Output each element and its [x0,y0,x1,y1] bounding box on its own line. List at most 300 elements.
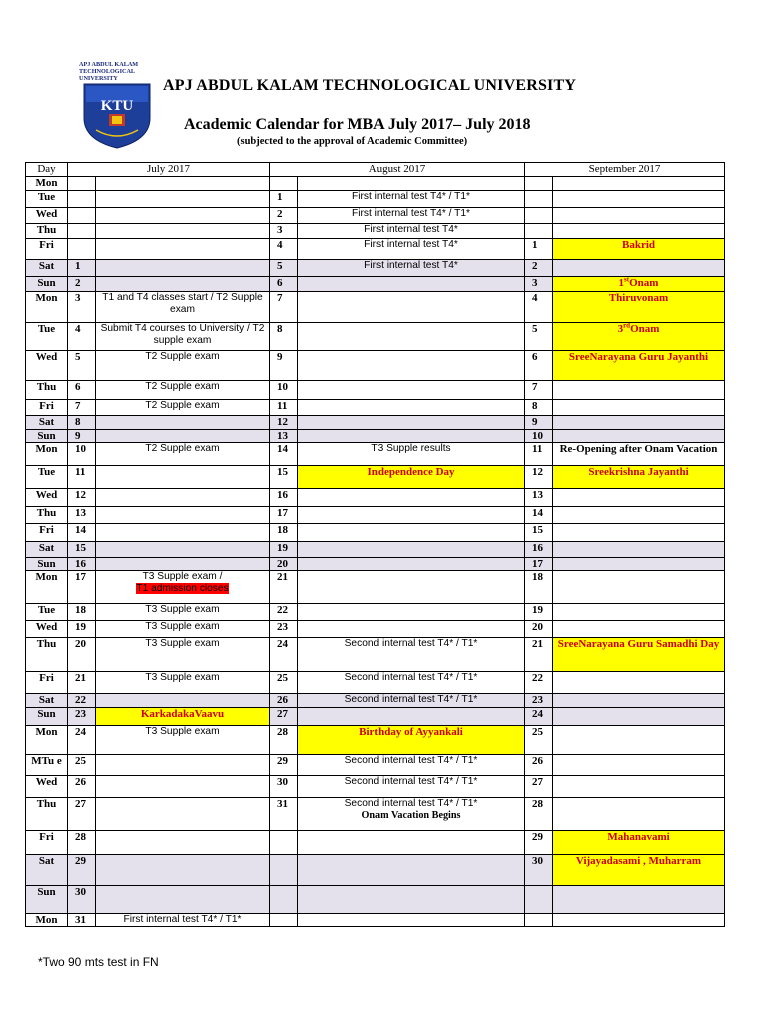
calendar-row [26,191,725,208]
calendar-row [26,726,725,755]
september-date-cell [525,914,553,927]
july-date-cell: 18 [68,604,96,621]
september-event-cell [553,755,725,776]
day-name-cell: Sun [26,708,68,726]
day-name-cell: Sat [26,416,68,430]
day-name-cell: Tue [26,466,68,489]
august-event-cell: T3 Supple results [298,443,525,466]
september-date-cell: 29 [525,831,553,855]
day-name-cell: Mon [26,726,68,755]
july-date-cell: 13 [68,507,96,524]
august-event-cell [298,604,525,621]
july-date-cell: 21 [68,672,96,694]
august-event-cell: First internal test T4* [298,239,525,260]
august-date-cell: 16 [270,489,298,507]
day-name-cell: Sat [26,855,68,886]
august-event-cell [298,914,525,927]
august-date-cell: 9 [270,351,298,381]
july-event-cell [96,524,270,542]
header-july: July 2017 [68,163,270,177]
july-event-cell [96,239,270,260]
calendar-row [26,224,725,239]
calendar-row [26,831,725,855]
july-date-cell: 30 [68,886,96,914]
day-name-cell: Thu [26,638,68,672]
day-name-cell: Fri [26,524,68,542]
august-event-cell [298,558,525,571]
september-date-cell: 1 [525,239,553,260]
august-event-cell: Birthday of Ayyankali [298,726,525,755]
september-event-cell [553,400,725,416]
september-date-cell: 6 [525,351,553,381]
august-event-cell: Second internal test T4* / T1* [298,755,525,776]
september-event-cell [553,914,725,927]
september-event-cell [553,177,725,191]
july-date-cell: 25 [68,755,96,776]
september-event-cell [553,260,725,277]
july-date-cell: 10 [68,443,96,466]
day-name-cell: Thu [26,381,68,400]
july-date-cell: 23 [68,708,96,726]
july-event-cell [96,755,270,776]
july-event-cell [96,694,270,708]
calendar-row [26,638,725,672]
september-date-cell [525,886,553,914]
september-date-cell: 15 [525,524,553,542]
july-date-cell [68,224,96,239]
calendar-row [26,489,725,507]
september-event-cell: Thiruvonam [553,292,725,323]
july-date-cell: 15 [68,542,96,558]
august-date-cell: 18 [270,524,298,542]
september-date-cell: 27 [525,776,553,798]
calendar-row [26,292,725,323]
september-event-cell [553,726,725,755]
august-event-cell [298,571,525,604]
september-event-cell [553,886,725,914]
calendar-row [26,604,725,621]
september-event-cell [553,798,725,831]
august-event-cell: First internal test T4* / T1* [298,191,525,208]
august-event-cell [298,416,525,430]
september-event-cell: 3rdOnam [553,323,725,351]
day-name-cell: Mon [26,571,68,604]
september-event-cell [553,558,725,571]
calendar-row [26,277,725,292]
july-event-cell [96,507,270,524]
calendar-row [26,208,725,224]
september-event-cell: SreeNarayana Guru Jayanthi [553,351,725,381]
calendar-row [26,381,725,400]
august-date-cell: 25 [270,672,298,694]
september-event-cell: Mahanavami [553,831,725,855]
calendar-row [26,542,725,558]
july-event-cell: T3 Supple exam [96,672,270,694]
september-date-cell: 30 [525,855,553,886]
september-event-cell [553,208,725,224]
july-event-cell [96,855,270,886]
day-name-cell: Fri [26,831,68,855]
calendar-row [26,177,725,191]
september-date-cell: 8 [525,400,553,416]
july-event-cell [96,886,270,914]
august-event-cell [298,831,525,855]
logo-line-1: APJ ABDUL KALAM [79,61,139,68]
july-date-cell [68,191,96,208]
august-date-cell: 31 [270,798,298,831]
day-name-cell: Wed [26,776,68,798]
header-august: August 2017 [270,163,525,177]
september-date-cell: 5 [525,323,553,351]
july-date-cell: 4 [68,323,96,351]
september-date-cell: 21 [525,638,553,672]
august-event-cell: Independence Day [298,466,525,489]
september-date-cell: 12 [525,466,553,489]
august-date-cell: 2 [270,208,298,224]
july-date-cell: 8 [68,416,96,430]
july-event-cell: KarkadakaVaavu [96,708,270,726]
calendar-row [26,798,725,831]
july-event-cell [96,466,270,489]
july-date-cell: 11 [68,466,96,489]
july-date-cell: 7 [68,400,96,416]
september-event-cell [553,191,725,208]
july-event-cell [96,558,270,571]
september-date-cell: 23 [525,694,553,708]
calendar-row [26,672,725,694]
july-event-cell [96,260,270,277]
july-event-cell: T1 and T4 classes start / T2 Supple exam [96,292,270,323]
calendar-row [26,400,725,416]
july-date-cell: 14 [68,524,96,542]
july-event-cell: T3 Supple exam [96,726,270,755]
july-date-cell [68,177,96,191]
july-date-cell: 29 [68,855,96,886]
july-date-cell: 26 [68,776,96,798]
september-event-cell: SreeNarayana Guru Samadhi Day [553,638,725,672]
calendar-row [26,416,725,430]
july-date-cell: 2 [68,277,96,292]
august-event-cell [298,351,525,381]
day-name-cell: Thu [26,507,68,524]
august-date-cell: 13 [270,430,298,443]
table-header-row [26,163,725,177]
calendar-row [26,443,725,466]
calendar-row [26,351,725,381]
august-event-cell: First internal test T4* [298,260,525,277]
calendar-row [26,855,725,886]
august-date-cell: 24 [270,638,298,672]
august-date-cell: 28 [270,726,298,755]
september-event-cell: Bakrid [553,239,725,260]
september-date-cell [525,177,553,191]
university-name: APJ ABDUL KALAM TECHNOLOGICAL UNIVERSITY [163,77,577,94]
august-event-cell [298,323,525,351]
july-date-cell: 17 [68,571,96,604]
august-event-cell: First internal test T4* [298,224,525,239]
september-event-cell [553,381,725,400]
august-date-cell [270,831,298,855]
august-date-cell: 4 [270,239,298,260]
july-event-cell [96,224,270,239]
august-date-cell: 14 [270,443,298,466]
calendar-subtitle: (subjected to the approval of Academic Committee) [237,136,468,147]
july-date-cell [68,239,96,260]
footnote: *Two 90 mts test in FN [38,955,159,969]
july-date-cell: 16 [68,558,96,571]
august-date-cell: 6 [270,277,298,292]
july-event-cell: T2 Supple exam [96,381,270,400]
august-date-cell: 27 [270,708,298,726]
august-date-cell: 8 [270,323,298,351]
calendar-row [26,621,725,638]
september-event-cell [553,694,725,708]
september-date-cell: 19 [525,604,553,621]
day-name-cell: Fri [26,400,68,416]
calendar-row [26,755,725,776]
day-name-cell: Fri [26,239,68,260]
august-date-cell [270,886,298,914]
day-name-cell: Fri [26,672,68,694]
august-date-cell: 11 [270,400,298,416]
calendar-row [26,239,725,260]
september-date-cell: 26 [525,755,553,776]
july-event-cell: T3 Supple exam [96,604,270,621]
july-date-cell: 3 [68,292,96,323]
september-date-cell: 16 [525,542,553,558]
august-date-cell: 15 [270,466,298,489]
july-date-cell: 1 [68,260,96,277]
september-date-cell: 20 [525,621,553,638]
july-event-text: T3 Supple exam / [142,571,223,582]
july-date-cell: 28 [68,831,96,855]
august-event-cell [298,489,525,507]
august-event-cell [298,507,525,524]
august-event-cell: First internal test T4* / T1* [298,208,525,224]
july-event-cell [96,277,270,292]
july-date-cell: 5 [68,351,96,381]
august-date-cell: 23 [270,621,298,638]
day-name-cell: Thu [26,798,68,831]
september-date-cell: 24 [525,708,553,726]
september-date-cell: 10 [525,430,553,443]
september-date-cell: 7 [525,381,553,400]
september-event-cell [553,416,725,430]
july-event-cell [96,208,270,224]
august-event-cell [298,798,525,831]
september-event-cell: Vijayadasami , Muharram [553,855,725,886]
august-event-cell: Second internal test T4* / T1* [298,776,525,798]
july-date-cell: 19 [68,621,96,638]
logo-line-3: UNIVERSITY [79,75,118,82]
calendar-row [26,776,725,798]
onam-vacation-note: Onam Vacation Begins [361,810,461,821]
calendar-row [26,323,725,351]
august-event-cell [298,292,525,323]
july-event-cell [96,191,270,208]
august-event-cell [298,855,525,886]
day-name-cell: Wed [26,489,68,507]
august-date-cell: 12 [270,416,298,430]
september-date-cell [525,208,553,224]
september-date-cell: 28 [525,798,553,831]
september-date-cell: 22 [525,672,553,694]
calendar-row [26,466,725,489]
calendar-row [26,558,725,571]
july-date-cell: 22 [68,694,96,708]
academic-calendar-table [25,162,725,927]
august-event-cell: Second internal test T4* / T1* [298,638,525,672]
september-event-cell: Sreekrishna Jayanthi [553,466,725,489]
september-date-cell: 13 [525,489,553,507]
september-date-cell: 17 [525,558,553,571]
september-event-cell: 1stOnam [553,277,725,292]
july-event-cell: T2 Supple exam [96,351,270,381]
september-event-cell [553,489,725,507]
july-date-cell: 27 [68,798,96,831]
september-date-cell: 2 [525,260,553,277]
july-date-cell: 24 [68,726,96,755]
day-name-cell: Mon [26,443,68,466]
july-event-cell [96,798,270,831]
august-date-cell: 10 [270,381,298,400]
july-date-cell: 31 [68,914,96,927]
september-event-cell [553,708,725,726]
august-date-cell [270,855,298,886]
september-date-cell [525,191,553,208]
day-name-cell: Sun [26,430,68,443]
september-event-cell [553,524,725,542]
day-name-cell: Sun [26,277,68,292]
september-event-cell [553,224,725,239]
july-date-cell [68,208,96,224]
day-name-cell: Sat [26,260,68,277]
july-date-cell: 20 [68,638,96,672]
calendar-row [26,914,725,927]
august-date-cell: 29 [270,755,298,776]
day-name-cell: Wed [26,208,68,224]
september-event-cell [553,430,725,443]
september-date-cell: 14 [525,507,553,524]
august-event-cell [298,542,525,558]
september-date-cell: 11 [525,443,553,466]
day-name-cell: Sat [26,694,68,708]
august-event-cell [298,400,525,416]
september-date-cell: 3 [525,277,553,292]
july-event-cell: First internal test T4* / T1* [96,914,270,927]
august-date-cell: 1 [270,191,298,208]
july-event-cell: T3 Supple exam [96,638,270,672]
august-date-cell: 21 [270,571,298,604]
calendar-row [26,430,725,443]
september-date-cell: 18 [525,571,553,604]
july-event-cell [96,542,270,558]
day-name-cell: Sun [26,558,68,571]
august-event-cell: Second internal test T4* / T1* [298,694,525,708]
calendar-row [26,708,725,726]
august-event-cell [298,177,525,191]
calendar-title: Academic Calendar for MBA July 2017– July 2018 [184,116,531,133]
august-date-cell: 17 [270,507,298,524]
august-event-text: Second internal test T4* / T1* [344,798,478,809]
september-event-cell [553,776,725,798]
august-date-cell: 20 [270,558,298,571]
july-event-cell [96,416,270,430]
august-date-cell: 5 [270,260,298,277]
august-date-cell: 7 [270,292,298,323]
logo-monogram: KTU [100,98,134,114]
day-name-cell: Thu [26,224,68,239]
day-name-cell: Mon [26,914,68,927]
day-name-cell: Mon [26,292,68,323]
header-september: September 2017 [525,163,725,177]
day-name-cell: MTu e [26,755,68,776]
august-date-cell: 22 [270,604,298,621]
september-event-cell [553,542,725,558]
august-event-cell [298,886,525,914]
calendar-row [26,524,725,542]
august-date-cell: 30 [270,776,298,798]
august-event-cell [298,381,525,400]
july-date-cell: 9 [68,430,96,443]
day-name-cell: Sun [26,886,68,914]
september-event-cell: Re-Opening after Onam Vacation [553,443,725,466]
day-name-cell: Sat [26,542,68,558]
july-event-cell [96,831,270,855]
admission-closes-alert: T1 admission closes [136,583,229,594]
august-event-cell: Second internal test T4* / T1* [298,672,525,694]
september-event-cell [553,621,725,638]
july-event-cell [96,430,270,443]
day-name-cell: Wed [26,351,68,381]
july-event-cell: Submit T4 courses to University / T2 supple exam [96,323,270,351]
header-day: Day [26,163,68,177]
calendar-row [26,507,725,524]
logo-line-2: TECHNOLOGICAL [79,68,136,75]
september-date-cell: 9 [525,416,553,430]
august-event-cell [298,277,525,292]
august-date-cell: 3 [270,224,298,239]
august-date-cell: 19 [270,542,298,558]
day-name-cell: Wed [26,621,68,638]
day-name-cell: Tue [26,604,68,621]
august-event-cell [298,708,525,726]
july-date-cell: 12 [68,489,96,507]
august-date-cell: 26 [270,694,298,708]
september-date-cell: 25 [525,726,553,755]
august-event-cell [298,430,525,443]
july-event-cell [96,489,270,507]
day-name-cell: Tue [26,323,68,351]
july-event-cell [96,177,270,191]
august-event-cell [298,621,525,638]
september-date-cell [525,224,553,239]
calendar-row [26,260,725,277]
september-event-cell [553,604,725,621]
calendar-row [26,571,725,604]
university-logo [76,60,160,150]
july-event-cell: T2 Supple exam [96,443,270,466]
september-event-cell [553,672,725,694]
july-event-cell: T2 Supple exam [96,400,270,416]
september-event-cell [553,507,725,524]
day-name-cell: Mon [26,177,68,191]
august-event-cell [298,524,525,542]
september-date-cell: 4 [525,292,553,323]
day-name-cell: Tue [26,191,68,208]
september-event-cell [553,571,725,604]
july-event-cell [96,776,270,798]
